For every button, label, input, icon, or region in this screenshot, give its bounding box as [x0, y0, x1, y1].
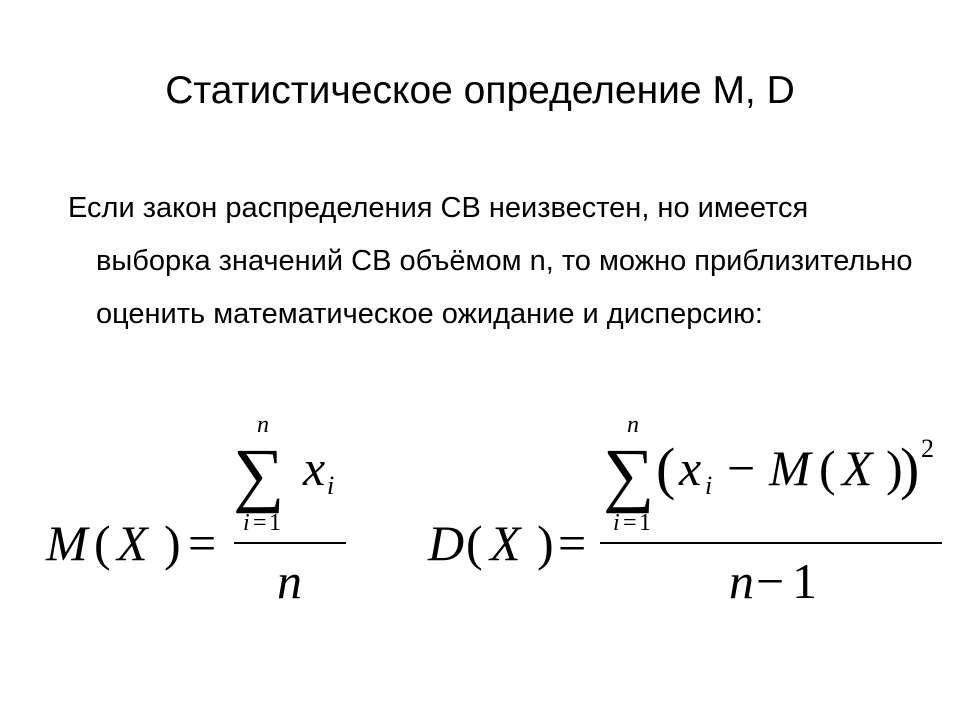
- var-sum-lower-eq: =: [623, 510, 637, 536]
- var-sum-upper: n: [627, 412, 639, 438]
- var-D: D: [428, 515, 465, 571]
- var-open-paren: (: [466, 515, 483, 571]
- var-M: M: [769, 440, 811, 496]
- var-den-minus: −: [756, 553, 785, 609]
- mean-sigma: ∑: [233, 434, 285, 514]
- var-X: X: [490, 515, 521, 571]
- mean-sum-lower-one: 1: [269, 510, 281, 536]
- mean-close-paren: ): [164, 515, 181, 571]
- body-paragraph: Если закон распределения СВ неизвестен, но имеется выборка значений СВ объёмом n, то можно приблизительно оценить математическое ожидание и дисперсию:: [68, 192, 913, 330]
- var-inner-X: X: [842, 440, 873, 496]
- var-open-big-paren: (: [656, 436, 676, 501]
- mean-denominator: n: [277, 553, 302, 609]
- mean-sum-lower-i: i: [243, 510, 250, 536]
- var-sum-lower-one: 1: [639, 510, 651, 536]
- slide-title: Статистическое определение M, D: [165, 69, 795, 112]
- mean-equals: =: [188, 515, 217, 571]
- mean-open-paren: (: [94, 515, 111, 571]
- var-inner-close-paren: ): [886, 440, 903, 496]
- formula-variance: [427, 412, 942, 609]
- formula-mean: [45, 412, 346, 609]
- var-inner-open-paren: (: [819, 440, 836, 496]
- var-x: x: [679, 440, 702, 496]
- mean-X: X: [117, 515, 148, 571]
- mean-sum-upper: n: [257, 412, 269, 438]
- mean-sum-lower-eq: =: [253, 510, 267, 536]
- var-minus: −: [727, 440, 756, 496]
- var-equals: =: [558, 515, 587, 571]
- var-den-one: 1: [792, 553, 817, 609]
- var-sigma: ∑: [603, 434, 655, 514]
- var-close-paren: ): [537, 515, 554, 571]
- mean-x: x: [303, 440, 326, 496]
- mean-M: M: [46, 515, 88, 571]
- var-sub-i: i: [705, 471, 713, 500]
- var-den-n: n: [729, 553, 754, 609]
- var-power: 2: [921, 434, 934, 463]
- mean-sub-i: i: [327, 471, 335, 500]
- var-close-big-paren: ): [900, 436, 920, 501]
- var-sum-lower-i: i: [613, 510, 620, 536]
